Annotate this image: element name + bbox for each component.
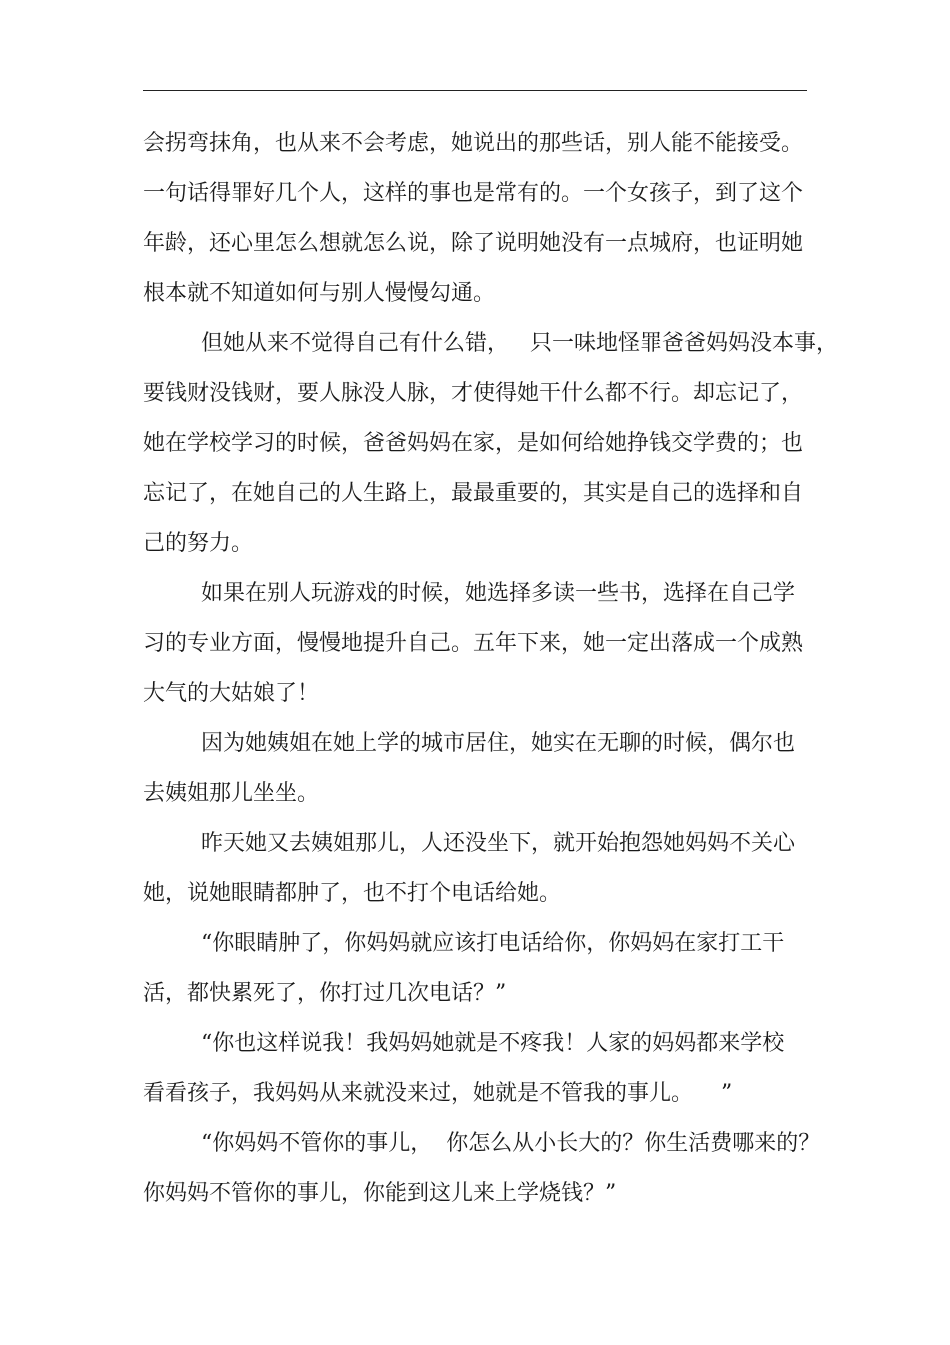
paragraph-first-line: 因为她姨姐在她上学的城市居住，她实在无聊的时候，偶尔也 xyxy=(201,731,796,756)
text-line: 你妈妈不管你的事儿，你能到这儿来上学烧钱？” xyxy=(143,1181,617,1206)
paragraph-first-line: 昨天她又去姨姐那儿，人还没坐下，就开始抱怨她妈妈不关心 xyxy=(201,831,796,856)
paragraph-first-line: 但她从来不觉得自己有什么错， 只一味地怪罪爸爸妈妈没本事， xyxy=(201,331,838,356)
text-line: 会拐弯抹角，也从来不会考虑，她说出的那些话，别人能不能接受。 xyxy=(143,131,804,156)
text-line: 己的努力。 xyxy=(143,531,254,556)
text-line: 根本就不知道如何与别人慢慢勾通。 xyxy=(143,281,496,306)
text-line: 要钱财没钱财，要人脉没人脉，才使得她干什么都不行。却忘记了， xyxy=(143,381,804,406)
text-line: 去姨姐那儿坐坐。 xyxy=(143,781,320,806)
header-rule xyxy=(143,90,807,91)
text-line: 看看孩子，我妈妈从来就没来过，她就是不管我的事儿。 ” xyxy=(143,1081,733,1106)
text-line: 习的专业方面，慢慢地提升自己。五年下来，她一定出落成一个成熟 xyxy=(143,631,804,656)
text-line: 忘记了，在她自己的人生路上，最最重要的，其实是自己的选择和自 xyxy=(143,481,804,506)
paragraph-first-line: “你眼睛肿了，你妈妈就应该打电话给你，你妈妈在家打工干 xyxy=(201,931,785,956)
text-line: 她，说她眼睛都肿了，也不打个电话给她。 xyxy=(143,881,562,906)
paragraph-first-line: 如果在别人玩游戏的时候，她选择多读一些书，选择在自己学 xyxy=(201,581,796,606)
text-line: 大气的大姑娘了！ xyxy=(143,681,320,706)
paragraph-first-line: “你也这样说我！我妈妈她就是不疼我！人家的妈妈都来学校 xyxy=(201,1031,785,1056)
text-line: 一句话得罪好几个人，这样的事也是常有的。一个女孩子，到了这个 xyxy=(143,181,804,206)
paragraph-first-line: “你妈妈不管你的事儿， 你怎么从小长大的？你生活费哪来的？ xyxy=(201,1131,821,1156)
text-line: 年龄，还心里怎么想就怎么说，除了说明她没有一点城府，也证明她 xyxy=(143,231,804,256)
text-line: 她在学校学习的时候，爸爸妈妈在家，是如何给她挣钱交学费的；也 xyxy=(143,431,804,456)
text-line: 活，都快累死了，你打过几次电话？” xyxy=(143,981,507,1006)
